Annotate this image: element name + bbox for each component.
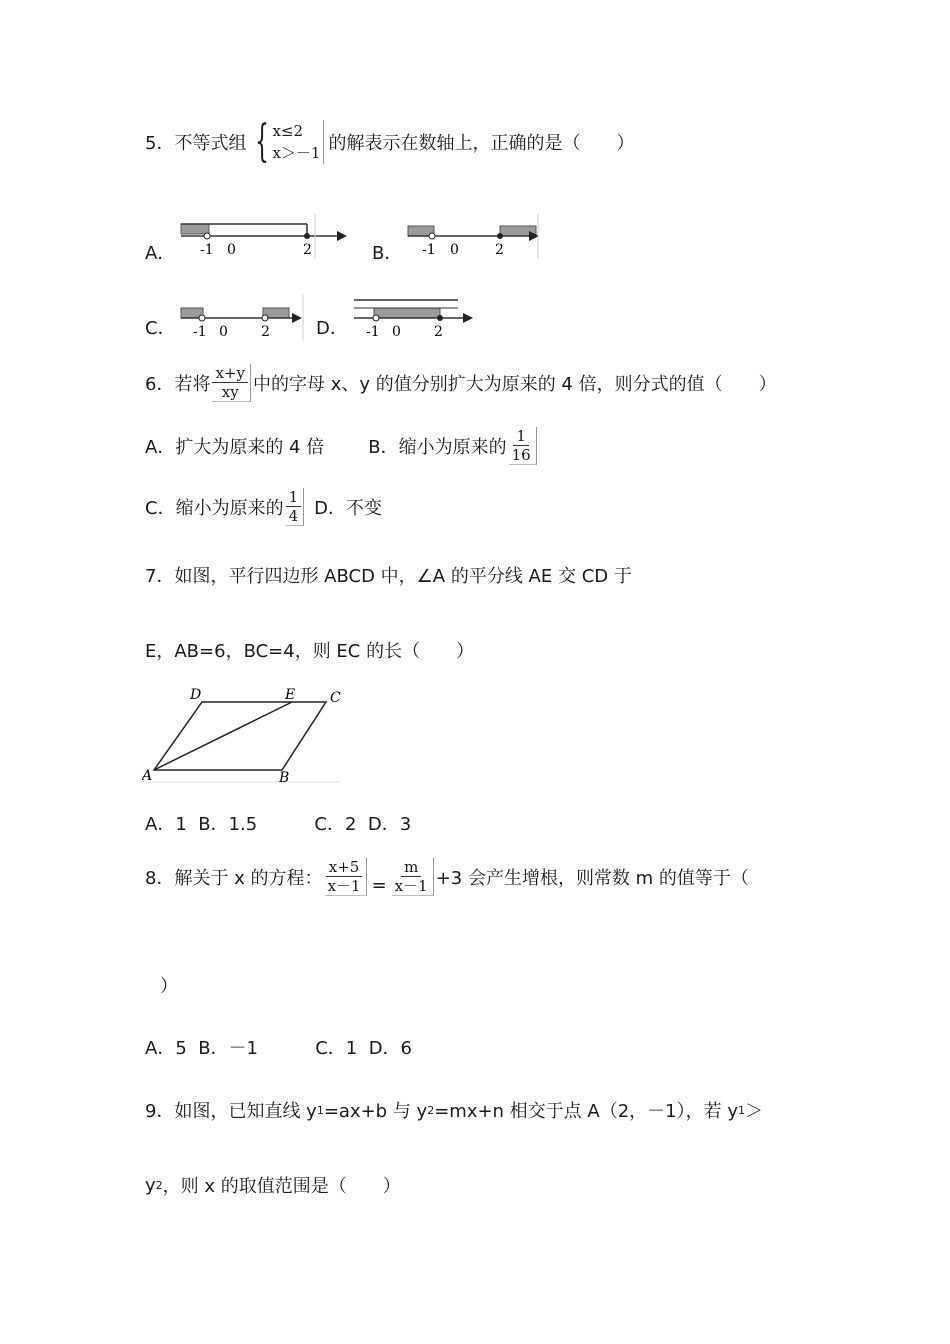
- number-line-d: [348, 290, 518, 340]
- option-a-label: A．: [145, 243, 176, 264]
- q6-stem: [145, 364, 777, 402]
- parallelogram-figure: [142, 686, 342, 786]
- vertex-label-d: D: [190, 687, 202, 703]
- option-d-label: D．: [316, 318, 348, 339]
- svg-text:-1: -1: [422, 242, 436, 258]
- svg-text:-1: -1: [200, 242, 214, 258]
- svg-text:-1: -1: [193, 324, 207, 340]
- fraction-1-4: $\frac{1}{4}$: [286, 488, 305, 526]
- number-line-b: [404, 214, 584, 264]
- svg-text:0: 0: [227, 242, 236, 258]
- system-row-1: x≤2: [272, 122, 304, 140]
- q9-line-2: y 2 ，则 x 的取值范围是（ ）: [145, 1174, 401, 1197]
- number-line-a: [177, 214, 357, 264]
- q6-suffix: 中的字母 x、y 的值分别扩大为原来的 4 倍，则分式的值（ ）: [252, 374, 777, 395]
- svg-text:0: 0: [219, 324, 228, 340]
- q6-option-a: A．扩大为原来的 4 倍: [145, 437, 325, 458]
- q7-options: A．1 B．1.5 C．2 D．3: [145, 814, 412, 835]
- svg-text:2: 2: [495, 242, 504, 258]
- q8-prefix: 8．解关于 x 的方程：: [145, 868, 323, 889]
- vertex-label-a: A: [142, 768, 153, 784]
- fraction-1-16: $\frac{1}{16}$: [509, 427, 537, 465]
- system-row-2: x＞－1: [272, 144, 321, 162]
- q6-options-ab: [145, 427, 539, 465]
- q8-close: ）: [160, 976, 178, 997]
- q7-line-1: 7．如图，平行四边形 ABCD 中，∠A 的平分线 AE 交 CD 于: [145, 566, 632, 587]
- q6-options-cd: [145, 488, 382, 526]
- q6-option-d: D．不变: [314, 498, 382, 519]
- number-line-c: [177, 290, 337, 340]
- inequality-system: [248, 116, 324, 167]
- vertex-label-e: E: [285, 687, 296, 703]
- equals-sign: =: [371, 874, 387, 896]
- fraction-xy: $\frac{x+y}{xy}$: [212, 364, 251, 402]
- q8-suffix: +3 会产生增根，则常数 m 的值等于（: [435, 868, 749, 889]
- svg-text:2: 2: [303, 242, 312, 258]
- brace-icon: {: [255, 116, 270, 167]
- svg-text:-1: -1: [366, 324, 380, 340]
- q5-stem: [145, 116, 635, 167]
- option-c-label: C．: [145, 318, 176, 339]
- q6-prefix: 6．若将: [145, 374, 211, 395]
- q6-option-c: C．缩小为原来的: [145, 498, 284, 519]
- q8-stem: [145, 858, 749, 896]
- fraction-m: $\frac{m}{x-1}$: [392, 858, 434, 896]
- q8-options: A．5 B．－1 C．1 D．6: [145, 1038, 413, 1059]
- q5-prefix: 5．不等式组: [145, 133, 247, 154]
- q7-line-2: E，AB=6，BC=4，则 EC 的长（ ）: [145, 641, 475, 662]
- fraction-x5: $\frac{x+5}{x-1}$: [325, 858, 367, 896]
- q5-suffix: 的解表示在数轴上，正确的是（ ）: [328, 133, 635, 154]
- svg-text:2: 2: [261, 324, 270, 340]
- vertex-label-c: C: [330, 690, 341, 706]
- svg-text:0: 0: [392, 324, 401, 340]
- vertex-label-b: B: [279, 770, 290, 786]
- svg-text:2: 2: [434, 324, 443, 340]
- q6-option-b: B．缩小为原来的: [368, 437, 507, 458]
- q9-line-1: 9．如图，已知直线 y 1 =ax+b 与 y 2 =mx+n 相交于点 A（2，－1），若 y 1 ＞: [145, 1101, 763, 1122]
- svg-text:0: 0: [450, 242, 459, 258]
- option-b-label: B．: [372, 243, 403, 264]
